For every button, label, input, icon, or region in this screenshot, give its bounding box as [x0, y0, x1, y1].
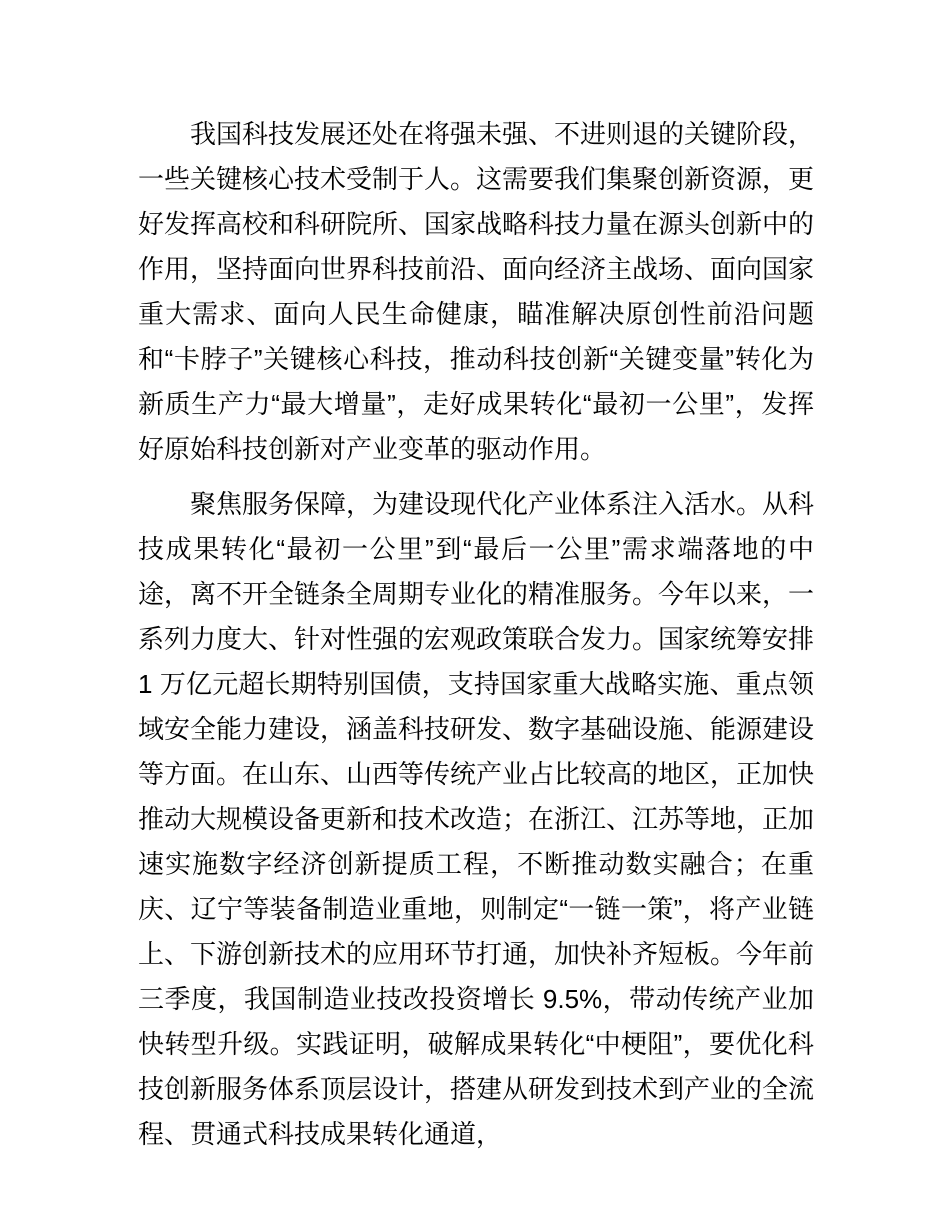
document-text-block — [138, 112, 814, 1157]
paragraph-1: 我国科技发展还处在将强未强、不进则退的关键阶段，一些关键核心技术受制于人。这需要我们集聚创新资源，更好发挥高校和科研院所、国家战略科技力量在源头创新中的作用，坚持面向世界科技前沿、面向经济主战场、面向国家重大需求、面向人民生命健康，瞄准解决原创性前沿问题和“卡脖子”关键核心科技，推动科技创新“关键变量”转化为新质生产力“最大增量”，走好成果转化“最初一公里”，发挥好原始科技创新对产业变革的驱动作用。 — [138, 119, 815, 464]
paragraph-2: 聚焦服务保障，为建设现代化产业体系注入活水。从科技成果转化“最初一公里”到“最后一公里”需求端落地的中途，离不开全链条全周期专业化的精准服务。今年以来，一系列力度大、针对性强的宏观政策联合发力。国家统筹安排 1 万亿元超长期特别国债，支持国家重大战略实施、重点领域安全能力建设，涵盖科技研发、数字基础设施、能源建设等方面。在山东、山西等传统产业占比较高的地区，正加快推动大规模设备更新和技术改造；在浙江、江苏等地，正加速实施数字经济创新提质工程，不断推动数实融合；在重庆、辽宁等装备制造业重地，则制定“一链一策”，将产业链上、下游创新技术的应用环节打通，加快补齐短板。今年前三季度，我国制造业技改投资增长 9.5%，带动传统产业加快转型升级。实践证明，破解成果转化“中梗阻”，要优化科技创新服务体系顶层设计，搭建从研发到技术到产业的全流程、贯通式科技成果转化通道， — [138, 489, 815, 1149]
